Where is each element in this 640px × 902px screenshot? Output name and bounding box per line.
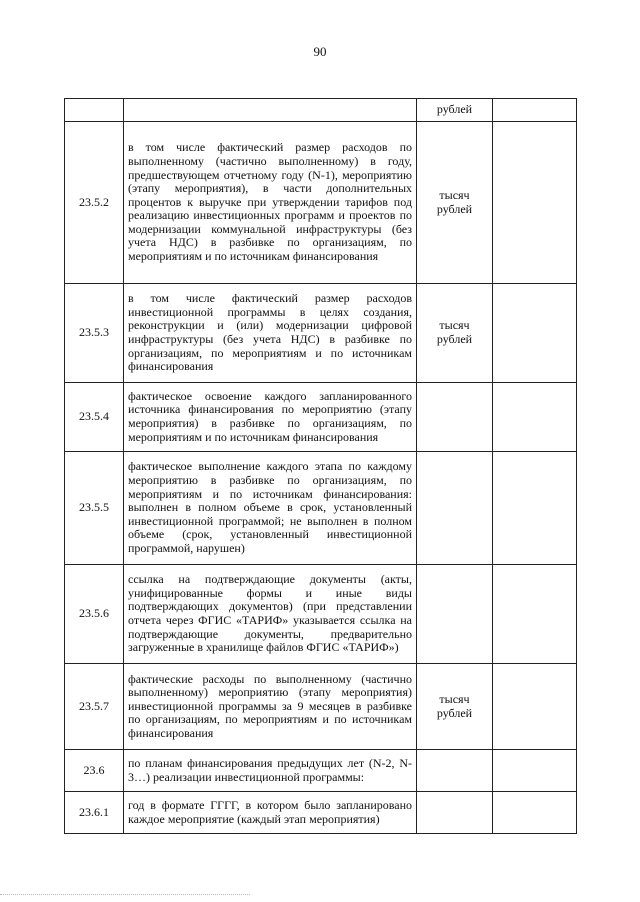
row-value bbox=[493, 284, 577, 383]
row-unit: тысяч рублей bbox=[417, 664, 493, 750]
table-row bbox=[65, 452, 577, 565]
row-number: 23.6 bbox=[65, 750, 124, 792]
row-value bbox=[493, 750, 577, 792]
row-number: 23.5.3 bbox=[65, 284, 124, 383]
row-description: по планам финансирования предыдущих лет (N-2, N-3…) реализации инвестиционной программы: bbox=[124, 750, 417, 792]
requirements-table bbox=[64, 98, 577, 834]
row-number: 23.5.4 bbox=[65, 383, 124, 452]
row-unit bbox=[417, 750, 493, 792]
scan-edge-divider bbox=[0, 894, 250, 896]
row-number: 23.6.1 bbox=[65, 792, 124, 834]
table-row bbox=[65, 284, 577, 383]
table-row bbox=[65, 99, 577, 122]
row-unit bbox=[417, 792, 493, 834]
table-row bbox=[65, 383, 577, 452]
row-value bbox=[493, 792, 577, 834]
row-value bbox=[493, 122, 577, 284]
row-number bbox=[65, 99, 124, 122]
row-value bbox=[493, 383, 577, 452]
row-unit: тысяч рублей bbox=[417, 284, 493, 383]
row-number: 23.5.5 bbox=[65, 452, 124, 565]
table-row bbox=[65, 750, 577, 792]
row-description: год в формате ГГГГ, в котором было запланировано каждое мероприятие (каждый этап мероприятия) bbox=[124, 792, 417, 834]
row-unit bbox=[417, 452, 493, 565]
row-description: фактическое выполнение каждого этапа по каждому мероприятию в разбивке по организациям, по мероприятиям и по источникам финансирования: выполнен в полном объеме в срок, установленный инвестиционной программой; не выполнен в полном объеме (срок, установленный инвестиционной программой, нарушен) bbox=[124, 452, 417, 565]
row-description: фактические расходы по выполненному (частично выполненному) мероприятию (этапу мероприятия) инвестиционной программы за 9 месяцев в разбивке по организациям, по мероприятиям и по источникам финансирования bbox=[124, 664, 417, 750]
row-description bbox=[124, 99, 417, 122]
table-row bbox=[65, 122, 577, 284]
row-number: 23.5.7 bbox=[65, 664, 124, 750]
table-row bbox=[65, 565, 577, 664]
row-value bbox=[493, 99, 577, 122]
row-number: 23.5.2 bbox=[65, 122, 124, 284]
row-number: 23.5.6 bbox=[65, 565, 124, 664]
row-unit: тысяч рублей bbox=[417, 122, 493, 284]
row-description: фактическое освоение каждого запланированного источника финансирования по мероприятию (этапу мероприятия) в разбивке по организациям, по мероприятиям и по источникам финансирования bbox=[124, 383, 417, 452]
page-number: 90 bbox=[313, 44, 327, 59]
row-value bbox=[493, 565, 577, 664]
row-description: в том числе фактический размер расходов инвестиционной программы в целях создания, реконструкции и (или) модернизации цифровой инфраструктуры (без учета НДС) в разбивке по организациям, по мероприятиям и по источникам финансирования bbox=[124, 284, 417, 383]
row-unit bbox=[417, 565, 493, 664]
row-unit: рублей bbox=[417, 99, 493, 122]
table-row bbox=[65, 664, 577, 750]
table-row bbox=[65, 792, 577, 834]
row-value bbox=[493, 452, 577, 565]
row-description: ссылка на подтверждающие документы (акты, унифицированные формы и иные виды подтверждающих документов) (при представлении отчета через ФГИС «ТАРИФ» указывается ссылка на подтверждающие документы, предварительно загруженные в хранилище файлов ФГИС «ТАРИФ») bbox=[124, 565, 417, 664]
row-description: в том числе фактический размер расходов по выполненному (частично выполненному) в году, предшествующем отчетному году (N-1), мероприятию (этапу мероприятия), в части дополнительных процентов к выручке при утверждении тарифов под реализацию инвестиционных программ и проектов по модернизации коммунальной инфраструктуры (без учета НДС) в разбивке по организациям, по мероприятиям и по источникам финансирования bbox=[124, 122, 417, 284]
row-unit bbox=[417, 383, 493, 452]
row-value bbox=[493, 664, 577, 750]
